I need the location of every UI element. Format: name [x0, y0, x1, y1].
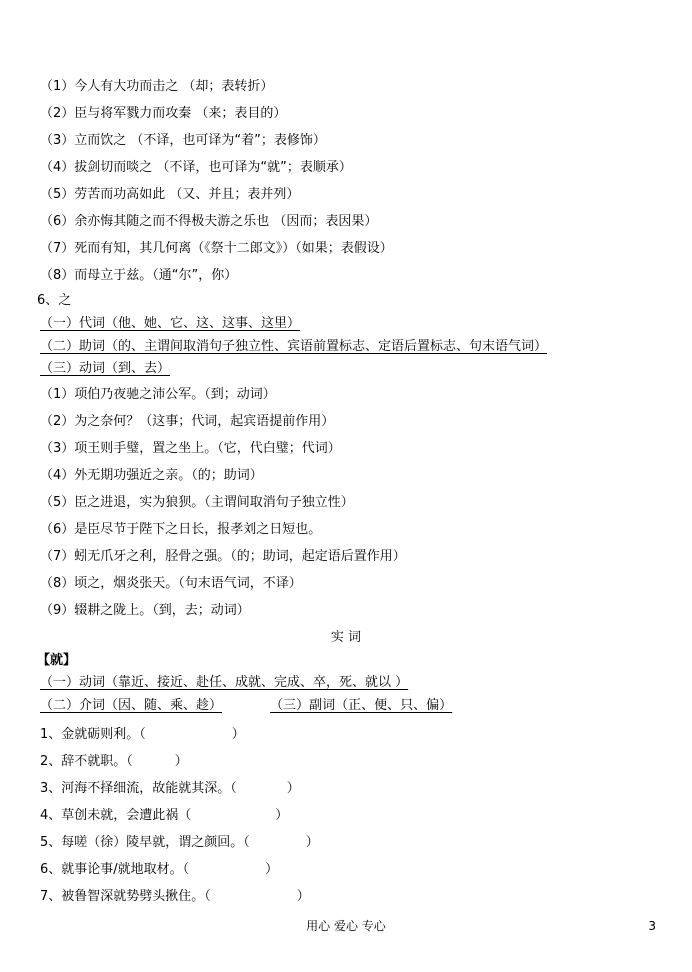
er-item-3: （3）立而饮之 （不译，也可译为“着”；表修饰） — [40, 133, 326, 148]
er-item-1: （1）今人有大功而击之 （却；表转折） — [40, 79, 274, 94]
er-item-5: （5）劳苦而功高如此 （又、并且；表并列） — [40, 187, 300, 202]
zhi-item-8: （8）顷之，烟炎张天。（句末语气词，不译） — [40, 576, 302, 591]
footer-motto: 用心 爱心 专心 — [306, 919, 386, 933]
exercise-prompt: 7、被鲁智深就势劈头揪住。（ — [40, 889, 211, 904]
exercise-close: ） — [275, 808, 289, 823]
exercise-close: ） — [265, 862, 279, 877]
exercise-item — [40, 753, 188, 771]
er-item-6: （6）余亦悔其随之而不得极夫游之乐也 （因而；表因果） — [40, 214, 378, 229]
zhi-category-3: （三）动词（到、去） — [40, 361, 171, 376]
jiu-category-verb: （一）动词（靠近、接近、赴任、成就、完成、卒，死、就以 ） — [40, 675, 409, 690]
exercise-prompt: 3、河海不择细流，故能就其深。（ — [40, 781, 237, 796]
exercise-item — [40, 834, 319, 852]
exercise-prompt: 1、金就砺则利。（ — [40, 727, 146, 742]
jiu-category-row — [40, 697, 452, 715]
jiu-heading: 【就】 — [37, 653, 77, 668]
exercise-close: ） — [305, 835, 319, 850]
zhi-item-4: （4）外无期功强近之亲。（的；助词） — [40, 468, 263, 483]
exercise-close: ） — [286, 781, 300, 796]
exercise-prompt: 4、草创未就，会遭此祸（ — [40, 808, 192, 823]
zhi-item-9: （9）辍耕之陇上。（到，去；动词） — [40, 603, 250, 618]
exercise-item — [40, 726, 245, 744]
zhi-item-5: （5）臣之进退，实为狼狈。（主谓间取消句子独立性） — [40, 495, 354, 510]
exercise-prompt: 6、就事论事/就地取材。（ — [40, 862, 190, 877]
exercise-close: ） — [231, 727, 245, 742]
exercise-item — [40, 888, 310, 906]
zhi-item-2: （2）为之奈何？（这事；代词，起宾语提前作用） — [40, 414, 335, 429]
zhi-item-1: （1）项伯乃夜驰之沛公军。（到；动词） — [40, 387, 276, 402]
page-number: 3 — [648, 919, 656, 933]
zhi-item-7: （7）蚓无爪牙之利，胫骨之强。（的；助词，起定语后置作用） — [40, 549, 406, 564]
zhi-heading: 6、之 — [37, 293, 72, 308]
er-item-8: （8）而母立于兹。（通“尔”，你） — [40, 268, 238, 283]
jiu-category-adverb: （三）副词（正、便、只、偏） — [270, 698, 453, 713]
exercise-item — [40, 780, 300, 798]
exercise-prompt: 2、辞不就职。（ — [40, 754, 133, 769]
jiu-category-preposition: （二）介词（因、随、乘、趁） — [40, 698, 223, 713]
exercise-item — [40, 861, 278, 879]
zhi-item-3: （3）项王则手璧，置之坐上。（它，代白璧；代词） — [40, 441, 341, 456]
er-item-2: （2）臣与将军戮力而攻秦 （来；表目的） — [40, 106, 287, 121]
zhi-category-1: （一）代词（他、她、它、这、这事、这里） — [40, 316, 301, 331]
zhi-category-2: （二）助词（的、主谓间取消句子独立性、宾语前置标志、定语后置标志、句末语气词） — [40, 339, 548, 354]
exercise-item — [40, 807, 288, 825]
exercise-prompt: 5、每嗟（徐）陵早就，谓之颜回。（ — [40, 835, 250, 850]
exercise-close: ） — [174, 754, 188, 769]
zhi-item-6: （6）是臣尽节于陛下之日长，报孝刘之日短也。 — [40, 522, 322, 537]
exercise-close: ） — [296, 889, 310, 904]
section-title: 实 词 — [330, 630, 362, 645]
er-item-4: （4）拔剑切而啖之 （不译，也可译为“就”；表顺承） — [40, 160, 352, 175]
er-item-7: （7）死而有知，其几何离（《祭十二郎文》）（如果；表假设） — [40, 241, 393, 256]
